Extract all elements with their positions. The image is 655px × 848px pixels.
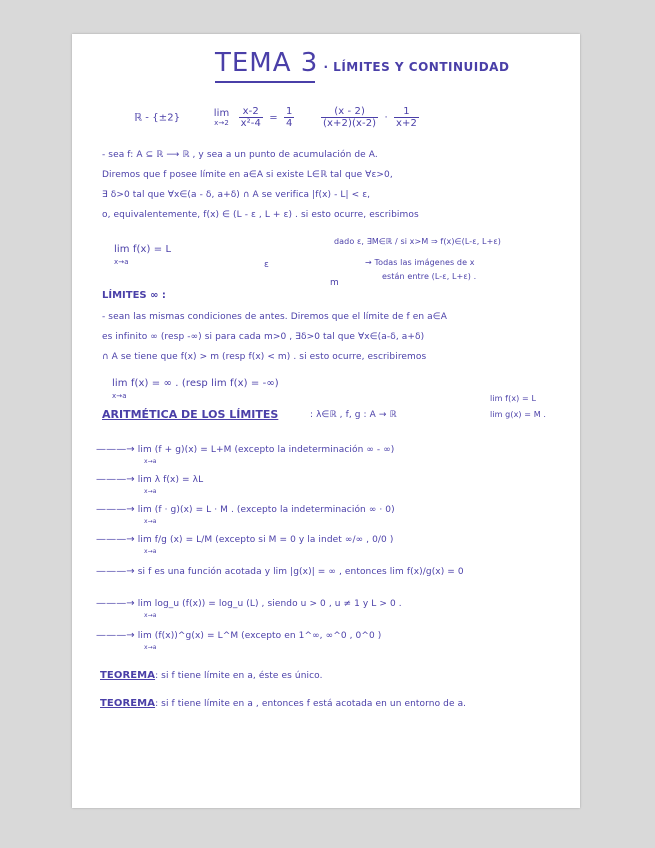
rule-sub-6: x→a [144,612,157,619]
notebook-page [72,34,580,808]
arithmetic-cond-g: lim g(x) = M . [490,410,547,419]
limits-infinity-heading: LÍMITES ∞ : [102,290,166,301]
example-lim: lim x→2 [213,108,230,127]
example-line [134,106,422,129]
graph-note-2: están entre (L-ε, L+ε) . [382,272,477,281]
arithmetic-rule-6: ———→ lim log_u (f(x)) = log_u (L) , siendo u > 0 , u ≠ 1 y L > 0 . [96,598,402,609]
limits-infinity-line-3: ∩ A se tiene que f(x) > m (resp f(x) < m) . si esto ocurre, escribiremos [102,352,427,362]
arithmetic-rule-4: ———→ lim f/g (x) = L/M (excepto si M = 0 y la indet ∞/∞ , 0/0 ) [96,534,394,545]
arithmetic-rule-3: ———→ lim (f · g)(x) = L · M . (excepto la indeterminación ∞ · 0) [96,504,395,515]
example-domain: ℝ - {±2} [134,112,181,124]
arithmetic-heading: ARITMÉTICA DE LOS LÍMITES [102,408,279,421]
limits-infinity-sub: x→a [112,392,127,400]
limits-infinity-line-2: es infinito ∞ (resp -∞) si para cada m>0 , ∃δ>0 tal que ∀x∈(a-δ, a+δ) [102,332,425,342]
graph-note-1: → Todas las imágenes de x [365,258,475,267]
arithmetic-rule-2: ———→ lim λ f(x) = λL [96,474,204,485]
example-result: $\frac{1}{x+2}$ [396,106,417,129]
theorem-1: TEOREMA: si f tiene límite en a, éste es único. [100,670,323,681]
limits-infinity-line-1: - sean las mismas condiciones de antes. Diremos que el límite de f en a∈A [102,312,447,322]
graph-caption: dado ε, ∃M∈ℝ / si x>M ⇒ f(x)∈(L-ε, L+ε) [334,237,502,246]
definition-line-4: o, equivalentemente, f(x) ∈ (L - ε , L + ε) . si esto ocurre, escribimos [102,210,419,220]
definition-line-3: ∃ δ>0 tal que ∀x∈(a - δ, a+δ) ∩ A se verifica |f(x) - L| < ε, [102,190,371,200]
arithmetic-rule-1: ———→ lim (f + g)(x) = L+M (excepto la indeterminación ∞ - ∞) [96,444,395,455]
graph-m: m [330,278,339,288]
limits-infinity-expr: lim f(x) = ∞ . (resp lim f(x) = -∞) [112,378,279,389]
rule-sub-4: x→a [144,548,157,555]
theorem-2: TEOREMA: si f tiene límite en a , entonces f está acotada en un entorno de a. [100,698,467,709]
arithmetic-rule-7: ———→ lim (f(x))^g(x) = L^M (excepto en 1^∞, ∞^0 , 0^0 ) [96,630,382,641]
example-dot: · [384,112,388,124]
example-value: $\frac{1}{4}$ [285,106,293,129]
lim-definition: lim f(x) = L [114,244,172,255]
rule-sub-3: x→a [144,518,157,525]
page-title [215,48,509,78]
arithmetic-conditions: : λ∈ℝ , f, g : A → ℝ [310,410,397,420]
rule-sub-1: x→a [144,458,157,465]
example-expression: $\frac{(x - 2)}{(x+2)(x-2)}$ [323,106,377,129]
arithmetic-rule-5: ———→ si f es una función acotada y lim |g(x)| = ∞ , entonces lim f(x)/g(x) = 0 [96,566,464,577]
title-underline [215,81,315,83]
definition-line-2: Diremos que f posee límite en a∈A si existe L∈ℝ tal que ∀ε>0, [102,170,393,180]
lim-definition-sub: x→a [114,258,129,266]
example-equals: = [269,112,278,124]
example-fraction: $\frac{x-2}{\text{x²-4}}$ [240,106,261,129]
graph-epsilon: ε [264,260,269,270]
title-main: TEMA 3 [215,48,319,78]
rule-sub-2: x→a [144,488,157,495]
rule-sub-7: x→a [144,644,157,651]
definition-line-1: - sea f: A ⊆ ℝ ⟶ ℝ , y sea a un punto de acumulación de A. [102,150,378,160]
title-sub: · LÍMITES Y CONTINUIDAD [323,60,510,74]
arithmetic-cond-f: lim f(x) = L [490,394,537,403]
